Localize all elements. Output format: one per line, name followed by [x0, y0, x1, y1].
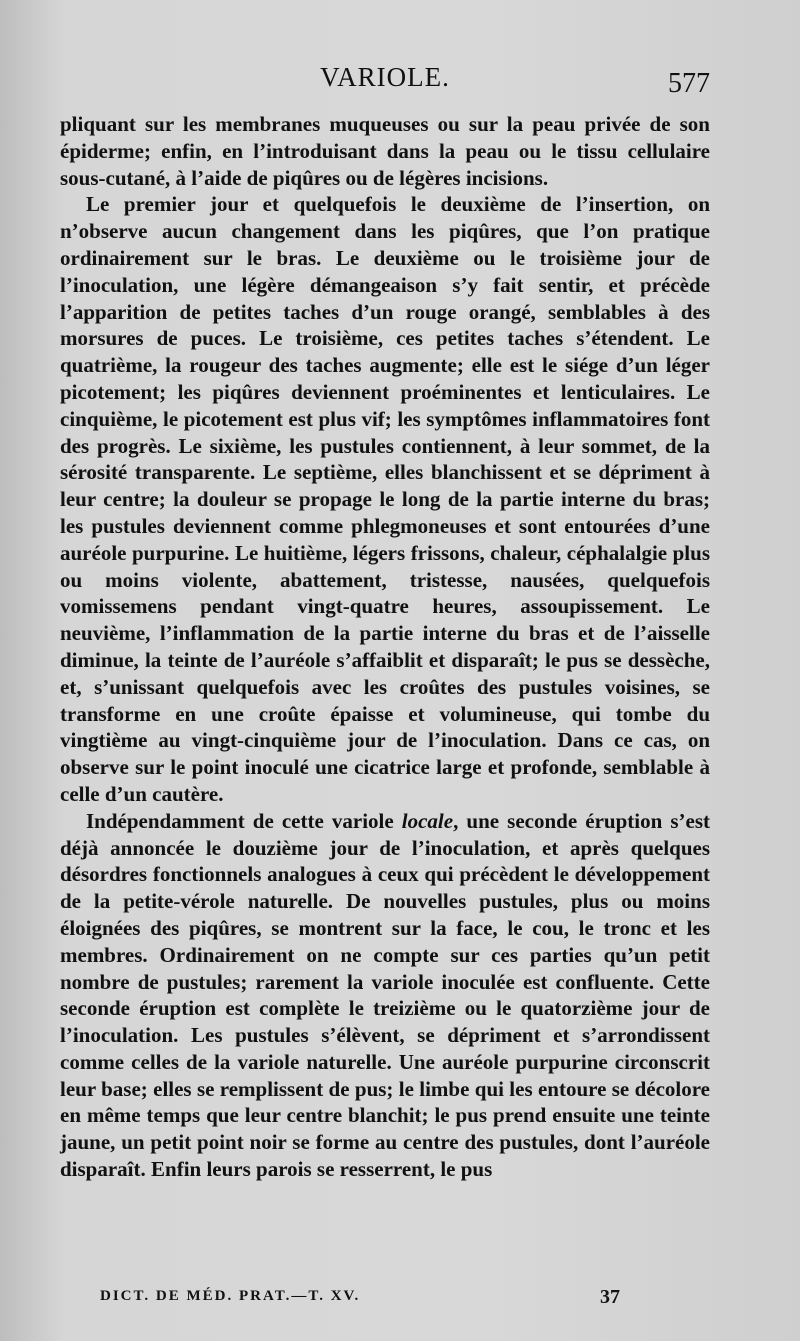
emphasis-locale: locale [401, 808, 454, 833]
printer-signature: DICT. DE MÉD. PRAT.—T. XV. [100, 1288, 361, 1304]
running-head: VARIOLE. [320, 62, 450, 92]
paragraph-3-text-after: , une seconde éruption s’est déjà annoncée le douzième jour de l’inoculation, et après quelques désordres fonctionnels analogues à ceux qui précèdent le développement de la petite-vérole naturelle. De nouvelles pustules, plus ou moins éloignées des piqûres, se montrent sur la face, le cou, le tronc et les membres. Ordinairement on ne compte sur ces parties qu’un petit nombre de pustules; rarement la variole inoculée est confluente. Cette seconde éruption est complète le treizième ou le quatorzième jour de l’inoculation. Les pustules s’élèvent, se dépriment et s’arrondissent comme celles de la variole naturelle. Une auréole purpurine circonscrit leur base; elles se remplissent de pus; le limbe qui les entoure se décolore en même temps que leur centre blanchit; le pus prend ensuite une teinte jaune, un petit point noir se forme au centre des pustules, dont l’auréole disparaît. Enfin leurs parois se resserrent, le pus [60, 808, 710, 1182]
page-header [60, 60, 710, 100]
page-footer [100, 1286, 620, 1316]
paragraph-2: Le premier jour et quelquefois le deuxième de l’insertion, on n’observe aucun changement dans les piqûres, que l’on pratique ordinairement sur le bras. Le deuxième ou le troisième jour de l’inoculation, une légère démangeaison s’y fait sentir, et précède l’apparition de petites taches d’un rouge orangé, semblables à des morsures de puces. Le troisième, ces petites taches s’étendent. Le quatrième, la rougeur des taches augmente; elle est le siége d’un léger picotement; les piqûres deviennent proéminentes et lenticulaires. Le cinquième, le picotement est plus vif; les symptômes inflammatoires font des progrès. Le sixième, les pustules contiennent, à leur sommet, de la sérosité transparente. Le septième, elles blanchissent et se dépriment à leur centre; la douleur se propage le long de la partie interne du bras; les pustules deviennent comme phlegmoneuses et sont entourées d’une auréole purpurine. Le huitième, légers frissons, chaleur, céphalalgie plus ou moins violente, abattement, tristesse, nausées, quelquefois vomissemens pendant vingt-quatre heures, assoupissement. Le neuvième, l’inflammation de la partie interne du bras et de l’aisselle diminue, la teinte de l’auréole s’affaiblit et disparaît; le pus se dessèche, et, s’unissant quelquefois avec les croûtes des pustules voisines, se transforme en une croûte épaisse et volumineuse, qui tombe du vingtième au vingt-cinquième jour de l’inoculation. Dans ce cas, on observe sur le point inoculé une cicatrice large et profonde, semblable à celle d’un cautère. [60, 192, 710, 806]
page-number: 577 [668, 68, 710, 99]
paragraph-3-text-before: Indépendamment de cette variole [86, 808, 402, 833]
paragraph-3 [60, 808, 710, 1183]
sheet-number: 37 [600, 1286, 620, 1308]
paragraph-1: pliquant sur les membranes muqueuses ou sur la peau privée de son épiderme; enfin, en l’introduisant dans la peau ou le tissu cellulaire sous-cutané, à l’aide de piqûres ou de légères incisions. [60, 112, 710, 190]
body-text [60, 111, 710, 1183]
